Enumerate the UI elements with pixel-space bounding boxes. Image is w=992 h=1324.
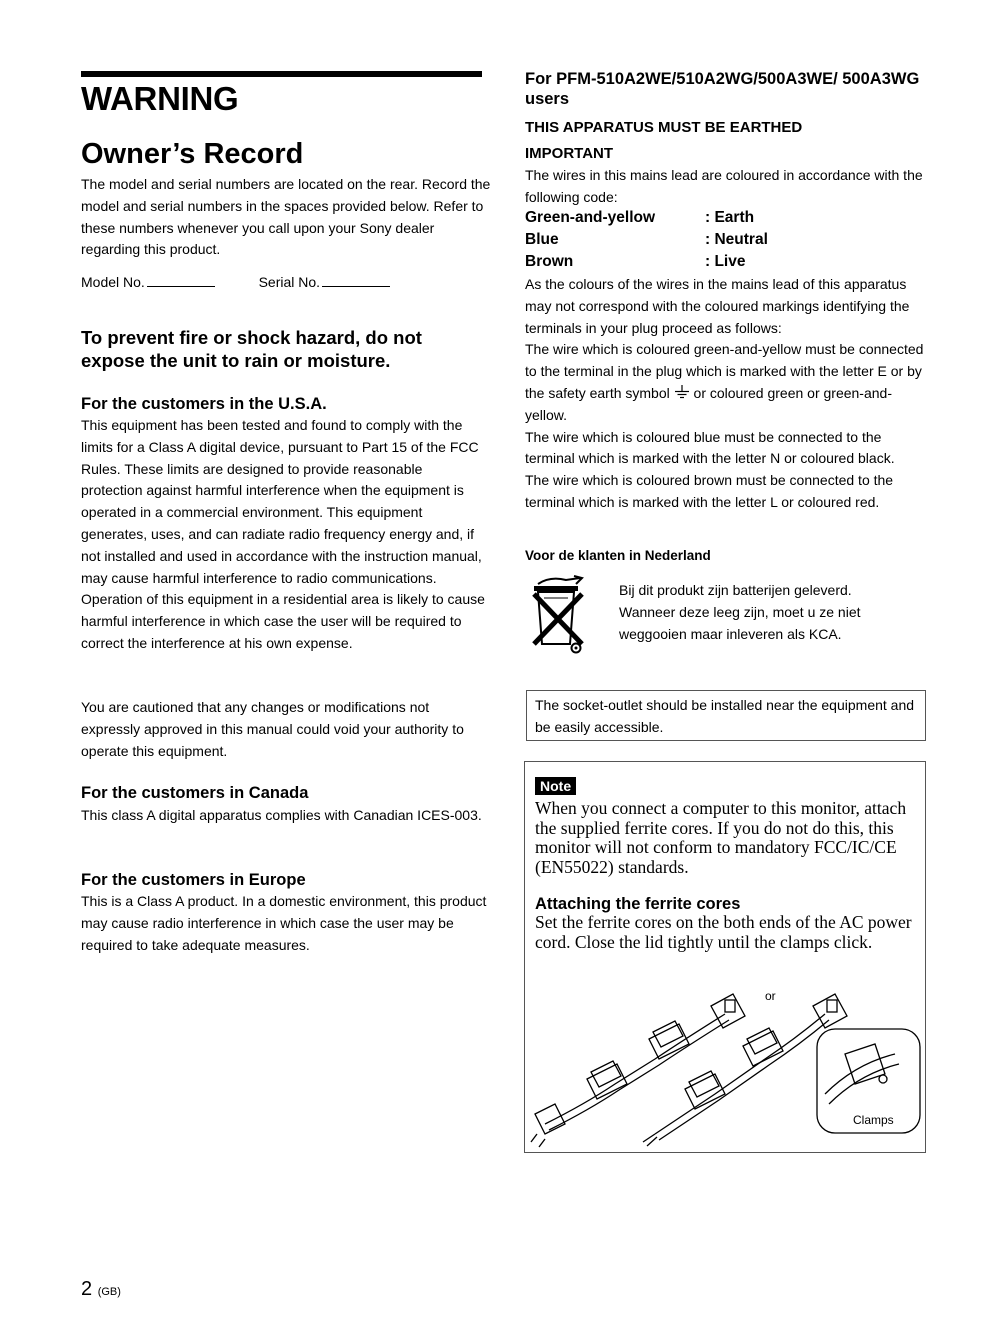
serial-no-blank xyxy=(322,275,390,287)
models-heading: For PFM-510A2WE/510A2WG/500A3WE/ 500A3WG users xyxy=(525,70,920,108)
earthed-heading: THIS APPARATUS MUST BE EARTHED xyxy=(525,119,803,136)
page-number: 2 xyxy=(81,1278,93,1300)
wires-text-2b: or coloured green or green-and-yellow. xyxy=(525,384,892,423)
wires-text-1: As the colours of the wires in the mains lead of this apparatus may not correspond with the coloured markings identifying the terminals in your plug proceed as follows: xyxy=(525,276,910,336)
wires-text-2a: The wire which is coloured green-and-yellow must be connected to the terminal in the plug which is marked with the letter E or by the safety earth symbol xyxy=(525,341,924,401)
socket-text: The socket-outlet should be installed near the equipment and be easily accessible. xyxy=(535,697,915,735)
nl-text: Bij dit produkt zijn batterijen geleverd. Wanneer deze leeg zijn, moet u ze niet weggooien maar inleveren als KCA. xyxy=(619,582,861,642)
socket-notice-box xyxy=(526,690,926,741)
note-badge: Note xyxy=(535,777,576,795)
wire-code-row xyxy=(525,229,768,251)
nl-heading: Voor de klanten in Nederland xyxy=(525,548,711,563)
usa-caution: You are cautioned that any changes or modifications not expressly approved in this manual could void your authority to operate this equipment. xyxy=(81,699,464,759)
note-box xyxy=(524,761,926,1153)
page-footer xyxy=(81,1278,121,1301)
model-no-blank xyxy=(147,275,215,287)
owners-record-text: The model and serial numbers are located on the rear. Record the model and serial numbers in the spaces provided below. Refer to these numbers whenever you call upon your Sony dealer regarding this product. xyxy=(81,176,491,258)
europe-text: This is a Class A product. In a domestic environment, this product may cause radio interference in which case the user may be required to take adequate measures. xyxy=(81,893,487,953)
earth-symbol-icon xyxy=(674,385,690,399)
usa-text: This equipment has been tested and found to comply with the limits for a Class A digital device, pursuant to Part 15 of the FCC Rules. These limits are designed to provide reasonable protection against harmful interference when the equipment is operated in a commercial environment. This equipment generates, uses, and can radiate radio frequency energy and, if not installed and used in accordance with the instruction manual, may cause harmful interference to radio communications. Operation of this equipment in a residential area is likely to cause harmful interference in which case the user will be required to correct the interference at his own expense. xyxy=(81,417,485,651)
wire-meaning: : Earth xyxy=(705,209,755,226)
wire-color: Green-and-yellow xyxy=(525,209,656,226)
europe-heading: For the customers in Europe xyxy=(81,871,306,889)
ferrite-core-illustration xyxy=(525,984,925,1149)
page-suffix: (GB) xyxy=(97,1286,121,1298)
crossed-bin-icon xyxy=(530,574,588,656)
note-text: When you connect a computer to this monitor, attach the supplied ferrite cores. If you do not do this, this monitor will not conform to mandatory FCC/IC/CE (EN55022) standards. xyxy=(535,798,907,877)
wires-text-2 xyxy=(525,339,929,426)
wire-meaning: : Neutral xyxy=(705,231,768,248)
fire-warning: To prevent fire or shock hazard, do not expose the unit to rain or moisture. xyxy=(81,327,422,371)
serial-no-label: Serial No. xyxy=(258,274,321,290)
important-heading: IMPORTANT xyxy=(525,145,614,162)
wire-code-row xyxy=(525,251,768,273)
usa-heading: For the customers in the U.S.A. xyxy=(81,395,327,413)
illus-clamps-label: Clamps xyxy=(853,1113,894,1127)
wire-color: Brown xyxy=(525,253,574,270)
canada-text: This class A digital apparatus complies with Canadian ICES-003. xyxy=(81,807,482,823)
wire-code-row xyxy=(525,207,768,229)
wire-meaning: : Live xyxy=(705,253,746,270)
ferrite-text: Set the ferrite cores on the both ends of the AC power cord. Close the lid tightly until the clamps click. xyxy=(535,912,912,952)
warning-title: WARNING xyxy=(81,80,239,117)
wire-color: Blue xyxy=(525,231,559,248)
wires-text-3: The wire which is coloured blue must be connected to the terminal which is marked with the letter N or coloured black. xyxy=(525,428,895,467)
wire-code-table xyxy=(525,207,768,273)
ferrite-heading: Attaching the ferrite cores xyxy=(535,895,741,913)
canada-heading: For the customers in Canada xyxy=(81,784,309,802)
wires-instructions xyxy=(525,274,929,514)
model-serial-line xyxy=(81,274,390,290)
wires-text-4: The wire which is coloured brown must be connected to the terminal which is marked with the letter L or coloured red. xyxy=(525,472,894,510)
owners-record-title: Owner’s Record xyxy=(81,138,304,170)
model-no-label: Model No. xyxy=(81,274,145,290)
header-rule xyxy=(81,71,482,77)
wires-intro: The wires in this mains lead are coloured in accordance with the following code: xyxy=(525,167,923,205)
illus-or-label: or xyxy=(765,989,776,1003)
